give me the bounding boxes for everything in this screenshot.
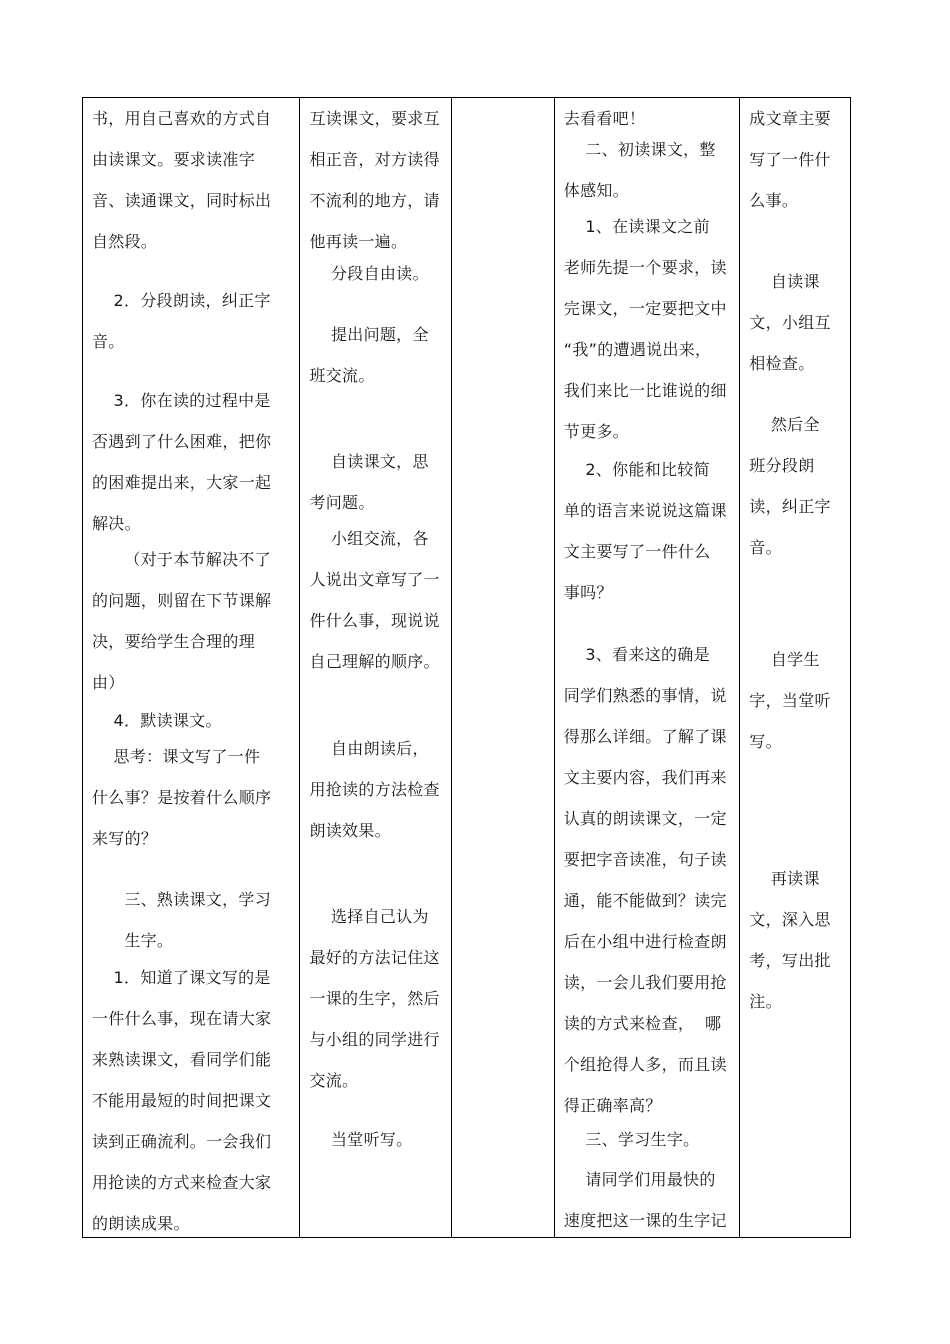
paragraph: 书，用自己喜欢的方式自 由读课文。要求读准字 音、读通课文，同时标出 自然段。	[92, 109, 272, 251]
paragraph: 自由朗读后， 用抢读的方法检查 朗读效果。	[309, 739, 440, 840]
paragraph: 4．默读课文。	[92, 711, 222, 730]
paragraph: 再读课 文，深入思 考，写出批 注。	[749, 869, 831, 1011]
student-activity-column-2	[740, 98, 850, 1237]
paragraph: 三、熟读课文，学习 生字。	[124, 890, 272, 950]
paragraph: 然后全 班分段朗 读，纠正字 音。	[749, 415, 831, 557]
paragraph: 成文章主要 写了一件什 么事。	[749, 109, 831, 210]
paragraph: 去看看吧！	[563, 109, 646, 128]
paragraph: 思考：课文写了一件 什么事？是按着什么顺序 来写的？	[92, 747, 272, 848]
paragraph: 自学生 字，当堂听 写。	[749, 650, 831, 751]
paragraph: 请同学们用最快的 速度把这一课的生字记	[563, 1170, 727, 1230]
paragraph: 1、在读课文之前 老师先提一个要求，读 完课文，一定要把文中 “我”的遭遇说出来， 我们来比一比谁说的细 节更多。	[563, 217, 727, 441]
paragraph: 当堂听写。	[309, 1130, 413, 1149]
lesson-plan-table	[82, 97, 851, 1238]
paragraph: 互读课文，要求互 相正音，对方读得 不流利的地方，请 他再读一遍。	[309, 109, 440, 251]
paragraph: 2．分段朗读，纠正字 音。	[92, 291, 271, 351]
student-activity-column	[300, 98, 452, 1237]
paragraph: 分段自由读。	[309, 264, 429, 283]
teacher-activity-column	[83, 98, 300, 1237]
paragraph: 3．你在读的过程中是 否遇到了什么困难，把你 的困难提出来，大家一起 解决。	[92, 391, 272, 533]
paragraph: 自读课 文，小组互 相检查。	[749, 272, 831, 373]
teacher-activity-column-2	[555, 98, 741, 1237]
paragraph: 选择自己认为 最好的方法记住这 一课的生字，然后 与小组的同学进行 交流。	[309, 907, 440, 1090]
paragraph: 二、初读课文，整 体感知。	[563, 140, 716, 200]
paragraph: 1．知道了课文写的是 一件什么事，现在请大家 来熟读课文，看同学们能 不能用最短的时间把课文 读到正确流利。一会我们 用抢读的方式来检查大家 的朗读成果。	[92, 968, 272, 1233]
paragraph: 提出问题，全 班交流。	[309, 325, 429, 385]
empty-column	[452, 98, 555, 1237]
paragraph: 自读课文，思 考问题。	[309, 452, 429, 512]
paragraph: 2、你能和比较简 单的语言来说说这篇课 文主要写了一件什么 事吗？	[563, 460, 727, 602]
paragraph: 3、看来这的确是 同学们熟悉的事情，说 得那么详细。了解了课 文主要内容，我们再来 认真的朗读课文，一定 要把字音读准，句子读 通，能不能做到？读完 后在小组中进行检查朗 读，一会儿我们要用抢 读的方式来检查， 哪 个组抢得人多，而且读 得正确率高？	[563, 645, 727, 1115]
paragraph: （对于本节解决不了 的问题，则留在下节课解 决，要给学生合理的理 由）	[92, 550, 272, 692]
paragraph: 小组交流，各 人说出文章写了一 件什么事，现说说 自己理解的顺序。	[309, 529, 440, 671]
paragraph: 三、学习生字。	[563, 1130, 700, 1149]
